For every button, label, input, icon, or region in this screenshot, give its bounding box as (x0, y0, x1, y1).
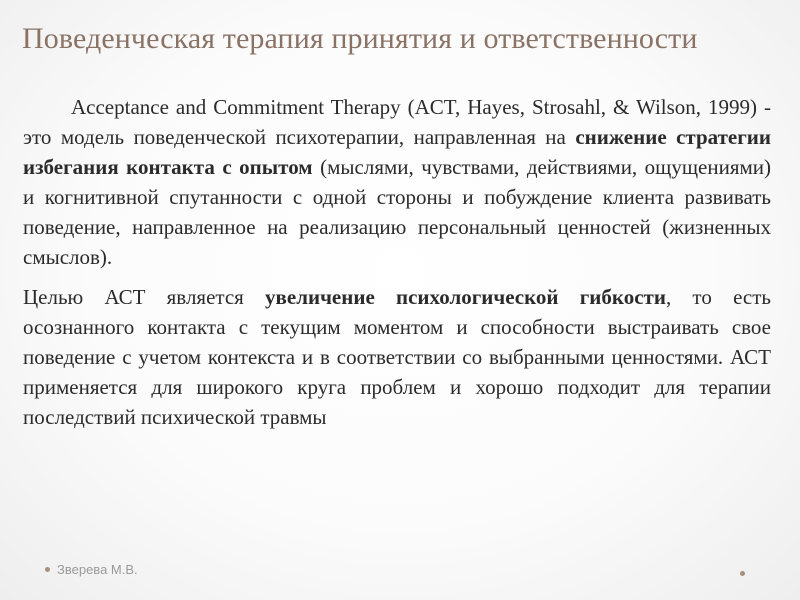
slide-body (23, 92, 771, 432)
slide-title: Поведенческая терапия принятия и ответственности (22, 22, 698, 55)
slide-number-bullet-icon (740, 571, 745, 576)
paragraph-2-emphasis: увеличение психологической гибкости (265, 285, 666, 309)
paragraph-2-intro: Целью АСТ является (23, 285, 266, 309)
paragraph-2-rest: , то есть осознанного контакта с текущим моментом и способности выстраивать свое поведение с учетом контекста и в соответствии со выбранными ценностями. АСТ применяется для широкого круга проблем и хорошо подходит для терапии последствий психической травмы (23, 285, 771, 429)
footer-author: Зверева М.В. (57, 562, 138, 577)
paragraph-1-emphasis: снижение стратегии избегания контакта с опытом (23, 125, 771, 179)
slide-footer (45, 562, 138, 577)
paragraph-act-definition (23, 92, 771, 272)
paragraph-1-rest: (мыслями, чувствами, действиями, ощущениями) и когнитивной спутанности с одной стороны и побуждение клиента развивать поведение, направленное на реализацию персональный ценностей (жизненных смыслов). (23, 155, 772, 269)
paragraph-1-intro: Acceptance and Commitment Therapy (ACT, Hayes, Strosahl, & Wilson, 1999) - это модель поведенческой психотерапии, направленная на (23, 95, 771, 149)
paragraph-act-goal (23, 282, 771, 432)
footer-bullet-icon (45, 567, 50, 572)
